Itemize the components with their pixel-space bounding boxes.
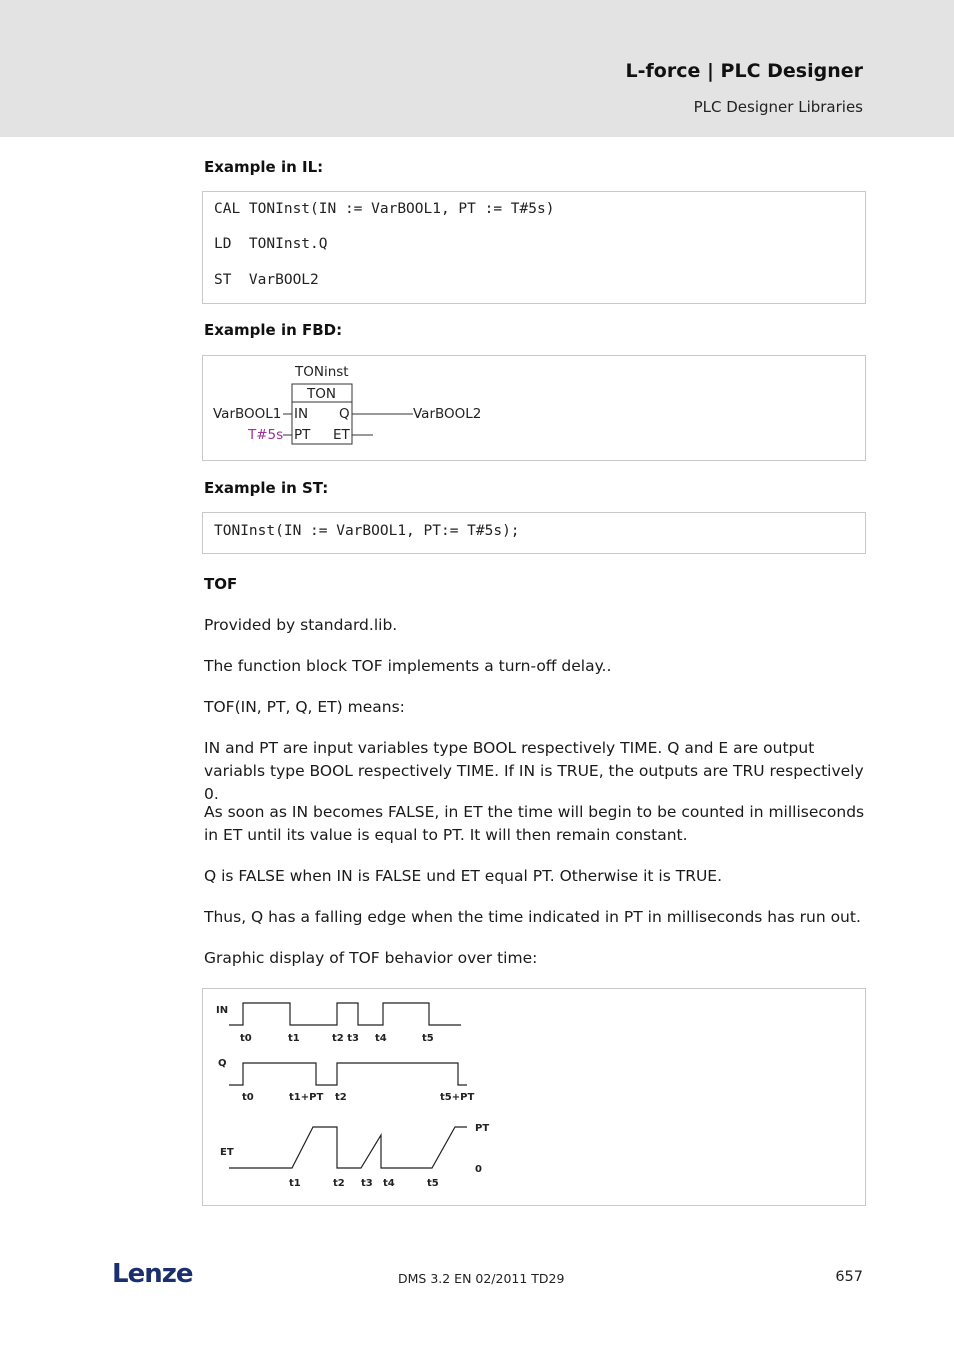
- il-code-box: [202, 191, 866, 304]
- fbd-diagram: [203, 356, 865, 460]
- timing-et-tick: t5: [427, 1178, 439, 1189]
- timing-et-tick: t1: [289, 1178, 301, 1189]
- footer-doc-id: DMS 3.2 EN 02/2011 TD29: [398, 1271, 565, 1286]
- paragraph: Q is FALSE when IN is FALSE und ET equal PT. Otherwise it is TRUE.: [204, 867, 723, 885]
- heading-example-st: Example in ST:: [204, 479, 329, 497]
- paragraph: Thus, Q has a falling edge when the time indicated in PT in milliseconds has run out.: [204, 908, 861, 926]
- il-code-line: ST VarBOOL2: [214, 272, 319, 288]
- timing-et-tick: t3: [361, 1178, 373, 1189]
- st-code-box: [202, 512, 866, 554]
- header-title: L-force | PLC Designer: [625, 60, 863, 82]
- page-header: [0, 0, 954, 137]
- paragraph: IN and PT are input variables type BOOL respectively TIME. Q and E are output variabls type BOOL respectively TIME. If IN is TRUE, the outputs are TRU respectively 0.: [204, 739, 864, 803]
- timing-et-signal: [229, 1127, 467, 1168]
- il-code-line: LD TONInst.Q: [214, 236, 328, 252]
- timing-diagram: [203, 989, 865, 1205]
- fbd-pin-in: IN: [294, 406, 309, 422]
- timing-in-signal: [229, 1003, 461, 1025]
- il-code-line: CAL TONInst(IN := VarBOOL1, PT := T#5s): [214, 201, 555, 217]
- timing-in-label: IN: [216, 1005, 229, 1016]
- fbd-block-type: TON: [307, 386, 336, 402]
- paragraph: The function block TOF implements a turn-off delay..: [204, 657, 612, 675]
- fbd-output-var: VarBOOL2: [413, 406, 482, 422]
- timing-in-tick: t2 t3: [332, 1033, 359, 1044]
- header-subtitle: PLC Designer Libraries: [693, 98, 863, 116]
- st-code-line: TONInst(IN := VarBOOL1, PT:= T#5s);: [214, 523, 520, 539]
- timing-diagram-box: [202, 988, 866, 1206]
- fbd-pin-et: ET: [333, 427, 350, 443]
- fbd-box: [202, 355, 866, 461]
- timing-et-tick: t2: [333, 1178, 345, 1189]
- timing-et-pt: PT: [475, 1123, 490, 1134]
- paragraph: As soon as IN becomes FALSE, in ET the time will begin to be counted in milliseconds in ET until its value is equal to PT. It will then remain constant.: [204, 803, 865, 844]
- paragraph: Graphic display of TOF behavior over time:: [204, 949, 538, 967]
- heading-tof: TOF: [204, 575, 238, 593]
- timing-q-tick: t1+PT: [289, 1092, 324, 1103]
- timing-q-tick: t2: [335, 1092, 347, 1103]
- timing-in-tick: t0: [240, 1033, 252, 1044]
- page-number: 657: [835, 1269, 863, 1285]
- timing-q-tick: t0: [242, 1092, 254, 1103]
- timing-in-tick: t1: [288, 1033, 300, 1044]
- paragraph: TOF(IN, PT, Q, ET) means:: [204, 698, 405, 716]
- timing-et-zero: 0: [475, 1164, 482, 1175]
- timing-in-tick: t5: [422, 1033, 434, 1044]
- timing-q-signal: [229, 1063, 467, 1085]
- timing-q-tick: t5+PT: [440, 1092, 475, 1103]
- lenze-logo: Lenze: [112, 1259, 193, 1289]
- fbd-pt-value: T#5s: [248, 427, 284, 443]
- fbd-input-var: VarBOOL1: [213, 406, 282, 422]
- timing-et-tick: t4: [383, 1178, 395, 1189]
- heading-example-fbd: Example in FBD:: [204, 321, 343, 339]
- fbd-pin-pt: PT: [294, 427, 311, 443]
- heading-example-il: Example in IL:: [204, 158, 324, 176]
- fbd-pin-q: Q: [339, 406, 350, 422]
- paragraph: Provided by standard.lib.: [204, 616, 398, 634]
- timing-in-tick: t4: [375, 1033, 387, 1044]
- timing-q-label: Q: [218, 1058, 227, 1069]
- fbd-instance-name: TONinst: [295, 364, 349, 380]
- timing-et-label: ET: [220, 1147, 234, 1158]
